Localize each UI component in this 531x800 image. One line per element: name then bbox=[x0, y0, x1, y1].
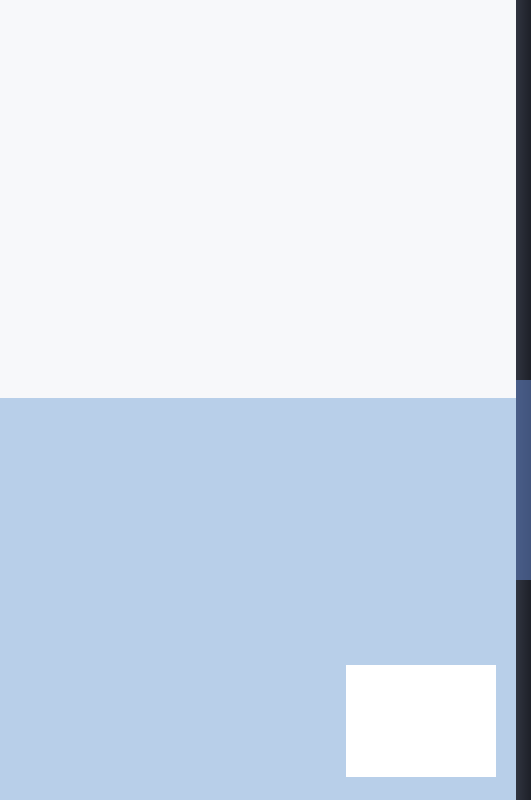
quote-3 bbox=[78, 560, 498, 561]
barcode-icon bbox=[354, 682, 488, 752]
delta5-logo-graphic bbox=[60, 680, 170, 730]
book-spine-accent bbox=[516, 380, 531, 580]
quote-2 bbox=[78, 515, 498, 516]
quote-1 bbox=[78, 424, 498, 425]
isbn-barcode-box bbox=[346, 665, 496, 777]
